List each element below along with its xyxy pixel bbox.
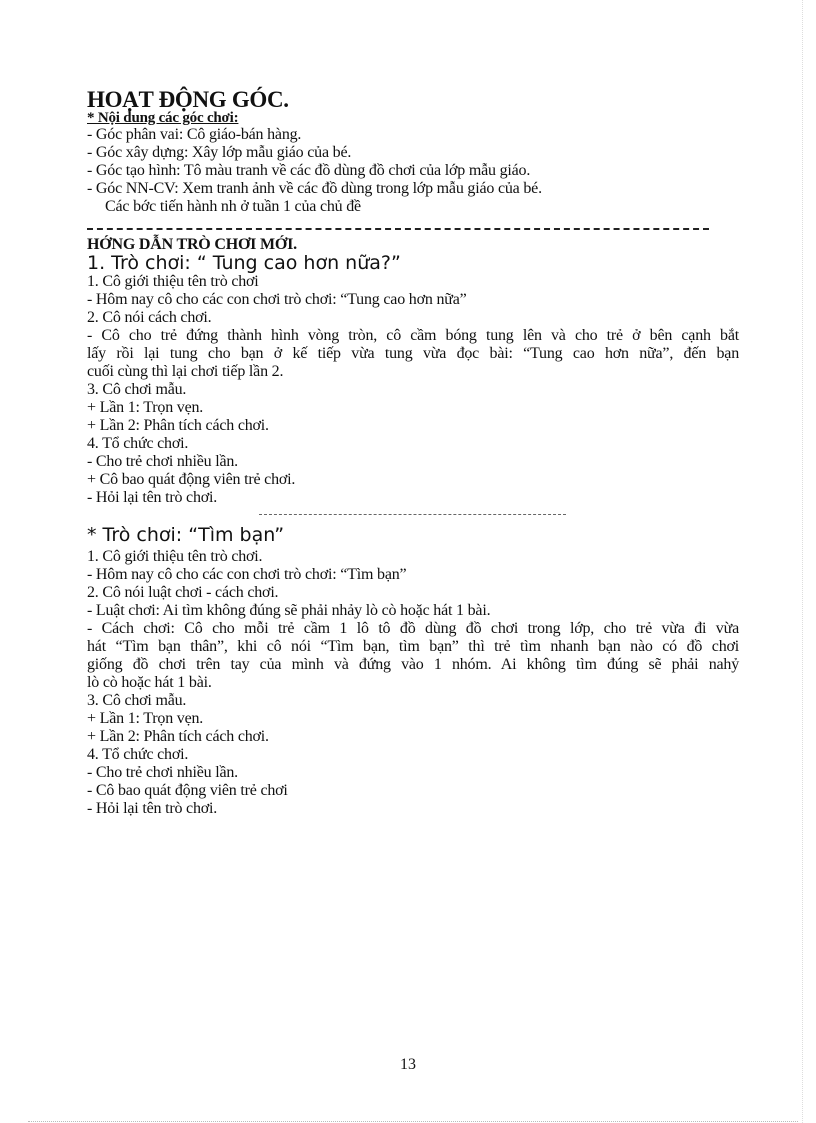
game2-line: - Cho trẻ chơi nhiều lần. <box>87 764 238 781</box>
game2-line: + Lần 1: Trọn vẹn. <box>87 710 204 727</box>
section-heading: HỚNG DẪN TRÒ CHƠI MỚI. <box>87 236 297 253</box>
game2-line: hát “Tìm bạn thân”, khi cô nói “Tìm bạn, tìm bạn” thì trẻ tìm nhanh bạn nào có đồ chơi <box>87 638 739 655</box>
corner-item: - Góc NN-CV: Xem tranh ảnh về các đồ dùng trong lớp mẫu giáo của bé. <box>87 180 542 197</box>
page-number: 13 <box>400 1056 416 1073</box>
game2-line: + Lần 2: Phân tích cách chơi. <box>87 728 269 745</box>
corner-item: - Góc xây dựng: Xây lớp mẫu giáo của bé. <box>87 144 352 161</box>
game1-line: lấy rồi lại tung cho bạn ở kế tiếp vừa tung vừa đọc bài: “Tung cao hơn nữa”, đến bạn <box>87 345 739 362</box>
game1-line: 4. Tổ chức chơi. <box>87 435 189 452</box>
game1-line: cuối cùng thì lại chơi tiếp lần 2. <box>87 363 284 380</box>
game1-line: - Cho trẻ chơi nhiều lần. <box>87 453 238 470</box>
game1-line: + Lần 2: Phân tích cách chơi. <box>87 417 269 434</box>
game1-line: 3. Cô chơi mẫu. <box>87 381 187 398</box>
game1-line: - Cô cho trẻ đứng thành hình vòng tròn, cô cầm bóng tung lên và cho trẻ ở bên cạnh bắt <box>87 327 739 344</box>
game2-line: - Cách chơi: Cô cho mỗi trẻ cầm 1 lô tô đồ dùng đồ chơi trong lớp, cho trẻ vừa đi vừa <box>87 620 739 637</box>
game2-line: giống đồ chơi trên tay của mình và đứng vào 1 nhóm. Ai không tìm đúng sẽ phải nahỷ <box>87 656 739 673</box>
game1-title: 1. Trò chơi: “ Tung cao hơn nữa?” <box>87 252 401 274</box>
corners-title: * Nội dung các góc chơi: <box>87 110 239 126</box>
game1-line: + Lần 1: Trọn vẹn. <box>87 399 204 416</box>
game2-line: - Hỏi lại tên trò chơi. <box>87 800 218 817</box>
game2-line: - Luật chơi: Ai tìm không đúng sẽ phải nhảy lò cò hoặc hát 1 bài. <box>87 602 491 619</box>
steps-note: Các bớc tiến hành nh ở tuần 1 của chủ đề <box>105 198 361 215</box>
game1-line: + Cô bao quát động viên trẻ chơi. <box>87 471 296 488</box>
game2-line: lò cò hoặc hát 1 bài. <box>87 674 212 691</box>
game2-line: 2. Cô nói luật chơi - cách chơi. <box>87 584 279 601</box>
game-divider <box>259 514 566 515</box>
game1-line: 1. Cô giới thiệu tên trò chơi <box>87 273 259 290</box>
section-divider <box>87 228 709 230</box>
game1-line: - Hôm nay cô cho các con chơi trò chơi: “Tung cao hơn nữa” <box>87 291 467 308</box>
game2-line: - Hôm nay cô cho các con chơi trò chơi: “Tìm bạn” <box>87 566 407 583</box>
game2-line: - Cô bao quát động viên trẻ chơi <box>87 782 288 799</box>
page-right-edge <box>802 0 803 1123</box>
corner-item: - Góc phân vai: Cô giáo-bán hàng. <box>87 126 302 143</box>
page-heading: HOẠT ĐỘNG GÓC. <box>87 87 289 112</box>
page-bottom-edge <box>28 1121 798 1122</box>
game2-line: 1. Cô giới thiệu tên trò chơi. <box>87 548 263 565</box>
corner-item: - Góc tạo hình: Tô màu tranh về các đồ dùng đồ chơi của lớp mẫu giáo. <box>87 162 531 179</box>
game1-line: 2. Cô nói cách chơi. <box>87 309 212 326</box>
game2-line: 3. Cô chơi mẫu. <box>87 692 187 709</box>
game2-line: 4. Tổ chức chơi. <box>87 746 189 763</box>
game2-title: * Trò chơi: “Tìm bạn” <box>87 524 285 546</box>
game1-line: - Hỏi lại tên trò chơi. <box>87 489 218 506</box>
